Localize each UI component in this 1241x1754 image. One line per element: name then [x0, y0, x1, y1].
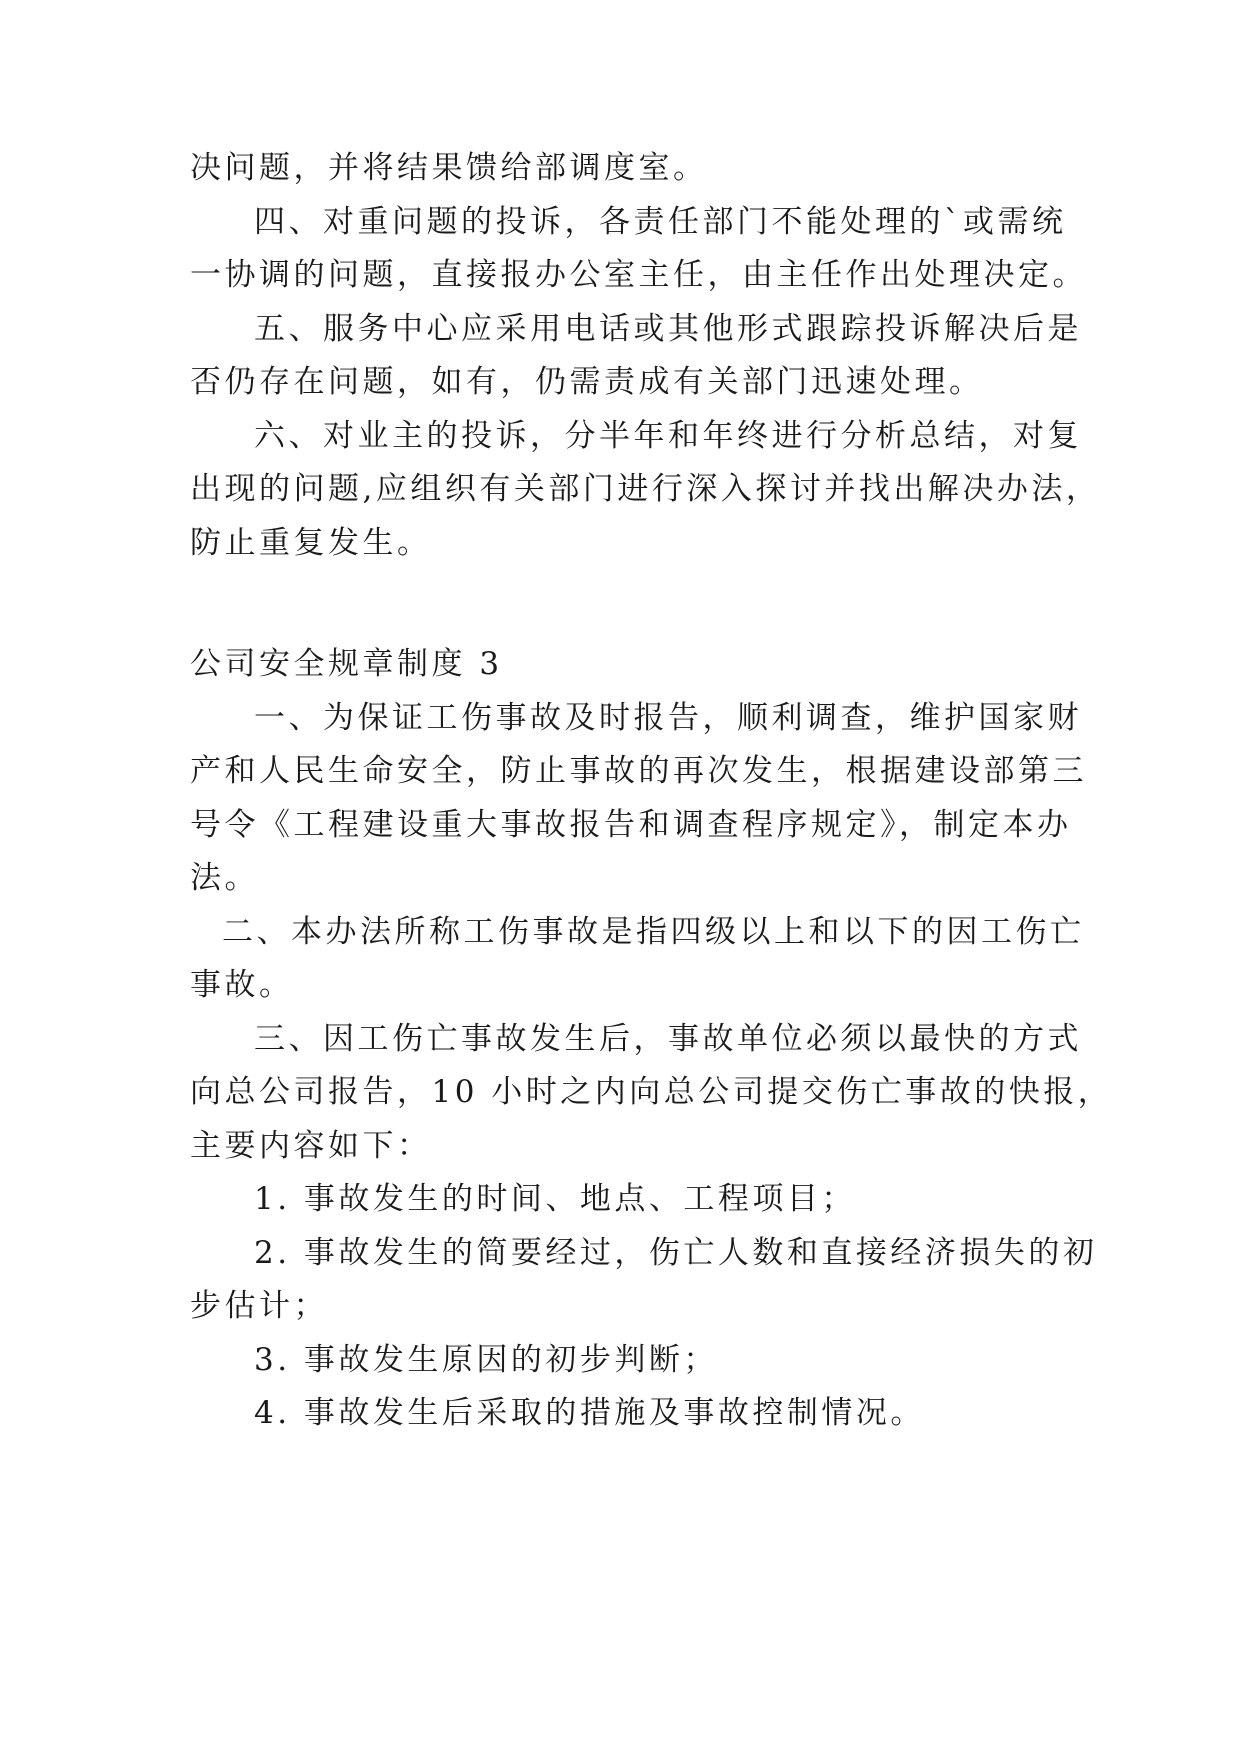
paragraph-line: 一、为保证工伤事故及时报告，顺利调查，维护国家财 — [254, 700, 1082, 736]
paragraph-line: 步估计； — [190, 1288, 328, 1324]
paragraph-line: 事故。 — [190, 967, 294, 1003]
paragraph-line: 一协调的问题，直接报办公室主任，由主任作出处理决定。 — [190, 257, 1087, 293]
paragraph-line: 三、因工伤亡事故发生后，事故单位必须以最快的方式 — [254, 1021, 1082, 1057]
paragraph-line: 五、服务中心应采用电话或其他形式跟踪投诉解决后是 — [254, 311, 1082, 347]
paragraph-line: 二、本办法所称工伤事故是指四级以上和以下的因工伤亡 — [222, 914, 1085, 950]
paragraph-line: 决问题，并将结果馈给部调度室。 — [190, 150, 708, 186]
paragraph-line: 否仍存在问题，如有，仍需责成有关部门迅速处理。 — [190, 364, 984, 400]
paragraph-line: 六、对业主的投诉，分半年和年终进行分析总结，对复 — [254, 418, 1082, 454]
paragraph-line: 号令《工程建设重大事故报告和调查程序规定》，制定本办 — [190, 807, 1072, 843]
list-item: 2. 事故发生的简要经过，伤亡人数和直接经济损失的初 — [254, 1235, 1098, 1271]
section-title: 公司安全规章制度 3 — [190, 646, 503, 682]
list-item: 1. 事故发生的时间、地点、工程项目； — [254, 1181, 856, 1217]
paragraph-line: 产和人民生命安全，防止事故的再次发生，根据建设部第三 — [190, 753, 1087, 789]
list-item: 4. 事故发生后采取的措施及事故控制情况。 — [254, 1395, 925, 1431]
paragraph-line: 防止重复发生。 — [190, 525, 432, 561]
paragraph-line: 法。 — [190, 860, 259, 896]
paragraph-line: 向总公司报告，10 小时之内向总公司提交伤亡事故的快报， — [190, 1074, 1113, 1110]
paragraph-line: 主要内容如下： — [190, 1128, 432, 1164]
list-item: 3. 事故发生原因的初步判断； — [254, 1342, 718, 1378]
paragraph-line: 四、对重问题的投诉，各责任部门不能处理的`或需统 — [254, 204, 1067, 240]
paragraph-line: 出现的问题,应组织有关部门进行深入探讨并找出解决办法， — [190, 471, 1101, 507]
